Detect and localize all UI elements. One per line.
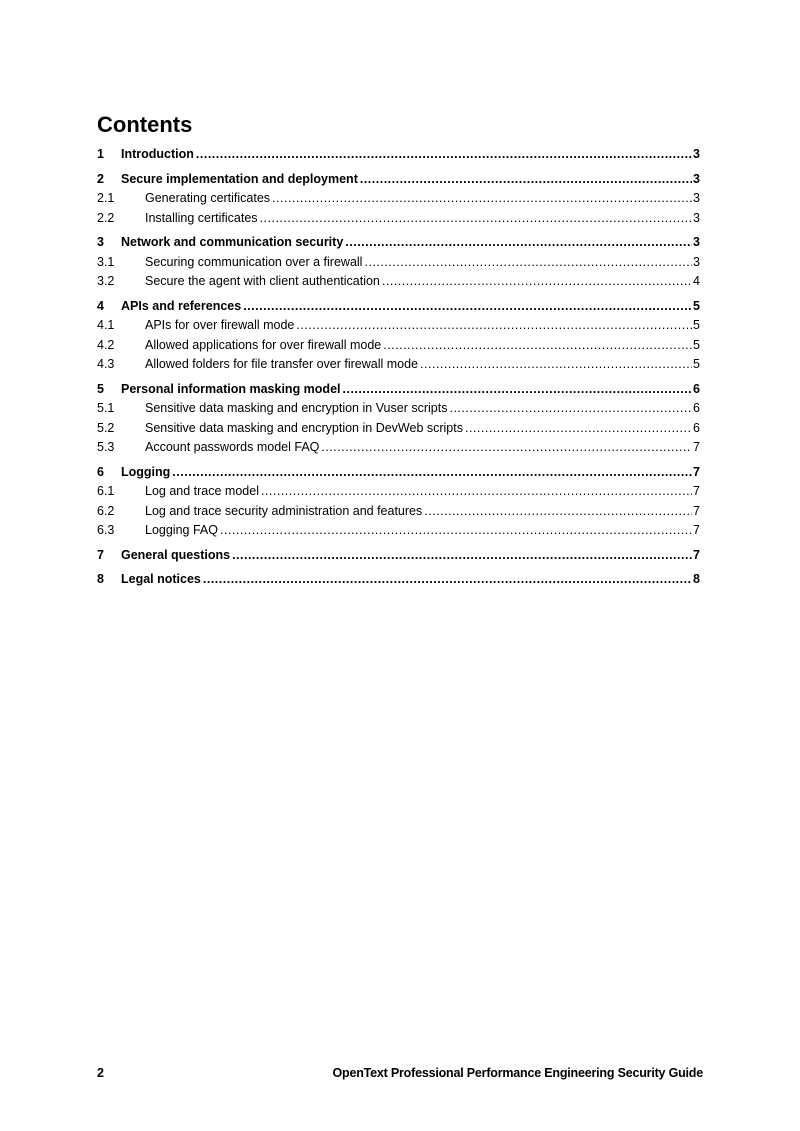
toc-entry-title[interactable]: Legal notices bbox=[121, 572, 201, 586]
toc-entry-page: 4 bbox=[693, 274, 700, 288]
toc-entry-title[interactable]: Allowed applications for over firewall mode bbox=[145, 337, 382, 352]
toc-entry-title[interactable]: Sensitive data masking and encryption in DevWeb scripts bbox=[145, 420, 463, 435]
toc-entry[interactable] bbox=[97, 521, 700, 541]
toc-entry-number: 6.1 bbox=[97, 484, 115, 498]
toc-entry-title[interactable]: Log and trace model bbox=[145, 484, 259, 498]
toc-entry-number: 7 bbox=[97, 547, 104, 562]
toc-entry-title[interactable]: Generating certificates bbox=[145, 191, 271, 205]
toc-dot-leader bbox=[260, 209, 692, 229]
toc-entry-page: 7 bbox=[693, 547, 700, 562]
toc-entry-number: 5.1 bbox=[97, 401, 115, 415]
toc-entry-title[interactable]: Account passwords model FAQ bbox=[145, 440, 320, 454]
toc-dot-leader bbox=[465, 419, 692, 439]
footer-page-number: 2 bbox=[97, 1066, 104, 1080]
toc-dot-leader bbox=[343, 380, 693, 400]
toc-dot-leader bbox=[243, 297, 692, 317]
toc-entry[interactable] bbox=[97, 209, 700, 229]
toc-entry[interactable] bbox=[97, 482, 700, 502]
toc-entry-number: 4 bbox=[97, 298, 104, 313]
toc-dot-leader bbox=[196, 145, 692, 165]
toc-entry-page: 3 bbox=[693, 210, 700, 225]
toc-entry[interactable] bbox=[97, 233, 700, 253]
toc-dot-leader bbox=[220, 521, 692, 541]
page-title: Contents bbox=[97, 112, 193, 137]
toc-entry[interactable] bbox=[97, 380, 700, 400]
toc-entry-page: 3 bbox=[693, 171, 700, 186]
toc-dot-leader bbox=[296, 316, 692, 336]
toc-entry-title[interactable]: Allowed folders for file transfer over firewall mode bbox=[145, 357, 419, 371]
toc-dot-leader bbox=[383, 336, 692, 356]
toc-entry-page: 6 bbox=[693, 381, 700, 396]
toc-entry-title[interactable]: Logging FAQ bbox=[145, 523, 218, 537]
toc-entry-number: 4.1 bbox=[97, 318, 115, 332]
toc-entry-page: 3 bbox=[693, 147, 700, 161]
toc-entry[interactable] bbox=[97, 355, 700, 375]
toc-entry-number: 4.3 bbox=[97, 357, 115, 371]
toc-entry[interactable] bbox=[97, 502, 700, 522]
toc-entry-page: 6 bbox=[693, 420, 700, 435]
toc-entry-page: 7 bbox=[693, 484, 700, 498]
toc-entry-title[interactable]: APIs for over firewall mode bbox=[145, 318, 295, 332]
toc-entry[interactable] bbox=[97, 253, 700, 273]
toc-entry-title[interactable]: Network and communication security bbox=[121, 235, 344, 249]
toc-entry[interactable] bbox=[97, 272, 700, 292]
toc-entry-title[interactable]: Secure implementation and deployment bbox=[121, 171, 358, 186]
toc-entry-page: 3 bbox=[693, 235, 700, 249]
toc-dot-leader bbox=[420, 355, 692, 375]
toc-entry-page: 7 bbox=[693, 440, 700, 454]
toc-entry-number: 2.1 bbox=[97, 191, 115, 205]
toc-entry-title[interactable]: APIs and references bbox=[121, 298, 242, 313]
toc-entry-number: 5.2 bbox=[97, 420, 115, 435]
toc-dot-leader bbox=[321, 438, 692, 458]
toc-entry-number: 3.1 bbox=[97, 254, 115, 269]
toc-dot-leader bbox=[424, 502, 692, 522]
footer-document-title: OpenText Professional Performance Engineering Security Guide bbox=[332, 1066, 703, 1080]
toc-entry-page: 3 bbox=[693, 254, 700, 269]
toc-entry-title[interactable]: Secure the agent with client authentication bbox=[145, 274, 380, 288]
toc-entry-title[interactable]: Personal information masking model bbox=[121, 381, 341, 396]
table-of-contents bbox=[97, 145, 700, 590]
toc-entry-title[interactable]: Securing communication over a firewall bbox=[145, 254, 363, 269]
toc-entry-number: 6 bbox=[97, 464, 104, 479]
toc-entry-title[interactable]: Logging bbox=[121, 464, 171, 479]
toc-entry[interactable] bbox=[97, 419, 700, 439]
toc-entry-page: 5 bbox=[693, 298, 700, 313]
toc-entry-page: 5 bbox=[693, 318, 700, 332]
toc-entry-number: 3.2 bbox=[97, 274, 115, 288]
toc-entry[interactable] bbox=[97, 570, 700, 590]
toc-entry-number: 3 bbox=[97, 235, 104, 249]
toc-entry-page: 6 bbox=[693, 401, 700, 415]
toc-entry-number: 4.2 bbox=[97, 337, 115, 352]
toc-entry-title[interactable]: Log and trace security administration and features bbox=[145, 503, 423, 518]
toc-entry-number: 1 bbox=[97, 147, 104, 161]
toc-entry-number: 8 bbox=[97, 572, 104, 586]
toc-dot-leader bbox=[232, 546, 692, 566]
toc-dot-leader bbox=[172, 463, 692, 483]
toc-entry-page: 7 bbox=[693, 503, 700, 518]
toc-entry[interactable] bbox=[97, 189, 700, 209]
toc-entry-title[interactable]: Installing certificates bbox=[145, 210, 258, 225]
toc-entry-page: 5 bbox=[693, 337, 700, 352]
toc-entry[interactable] bbox=[97, 399, 700, 419]
toc-entry[interactable] bbox=[97, 297, 700, 317]
toc-dot-leader bbox=[360, 170, 692, 190]
toc-entry-number: 2.2 bbox=[97, 210, 115, 225]
toc-entry-number: 2 bbox=[97, 171, 104, 186]
toc-entry-page: 3 bbox=[693, 191, 700, 205]
toc-entry[interactable] bbox=[97, 316, 700, 336]
page-footer bbox=[97, 1066, 703, 1080]
toc-entry-number: 6.3 bbox=[97, 523, 115, 537]
toc-entry[interactable] bbox=[97, 546, 700, 566]
toc-dot-leader bbox=[272, 189, 692, 209]
toc-entry-page: 7 bbox=[693, 523, 700, 537]
toc-entry[interactable] bbox=[97, 438, 700, 458]
toc-entry[interactable] bbox=[97, 336, 700, 356]
toc-entry-title[interactable]: Sensitive data masking and encryption in Vuser scripts bbox=[145, 401, 448, 415]
toc-dot-leader bbox=[449, 399, 692, 419]
toc-entry[interactable] bbox=[97, 170, 700, 190]
toc-dot-leader bbox=[345, 233, 692, 253]
toc-entry-title[interactable]: General questions bbox=[121, 547, 231, 562]
toc-entry-number: 6.2 bbox=[97, 503, 115, 518]
toc-entry-page: 5 bbox=[693, 357, 700, 371]
toc-dot-leader bbox=[382, 272, 692, 292]
toc-dot-leader bbox=[261, 482, 692, 502]
toc-entry-title[interactable]: Introduction bbox=[121, 147, 194, 161]
toc-entry-number: 5 bbox=[97, 381, 104, 396]
toc-entry[interactable] bbox=[97, 463, 700, 483]
toc-entry-page: 7 bbox=[693, 464, 700, 479]
toc-entry[interactable] bbox=[97, 145, 700, 165]
toc-entry-page: 8 bbox=[693, 572, 700, 586]
toc-dot-leader bbox=[203, 570, 692, 590]
toc-dot-leader bbox=[364, 253, 692, 273]
toc-entry-number: 5.3 bbox=[97, 440, 115, 454]
